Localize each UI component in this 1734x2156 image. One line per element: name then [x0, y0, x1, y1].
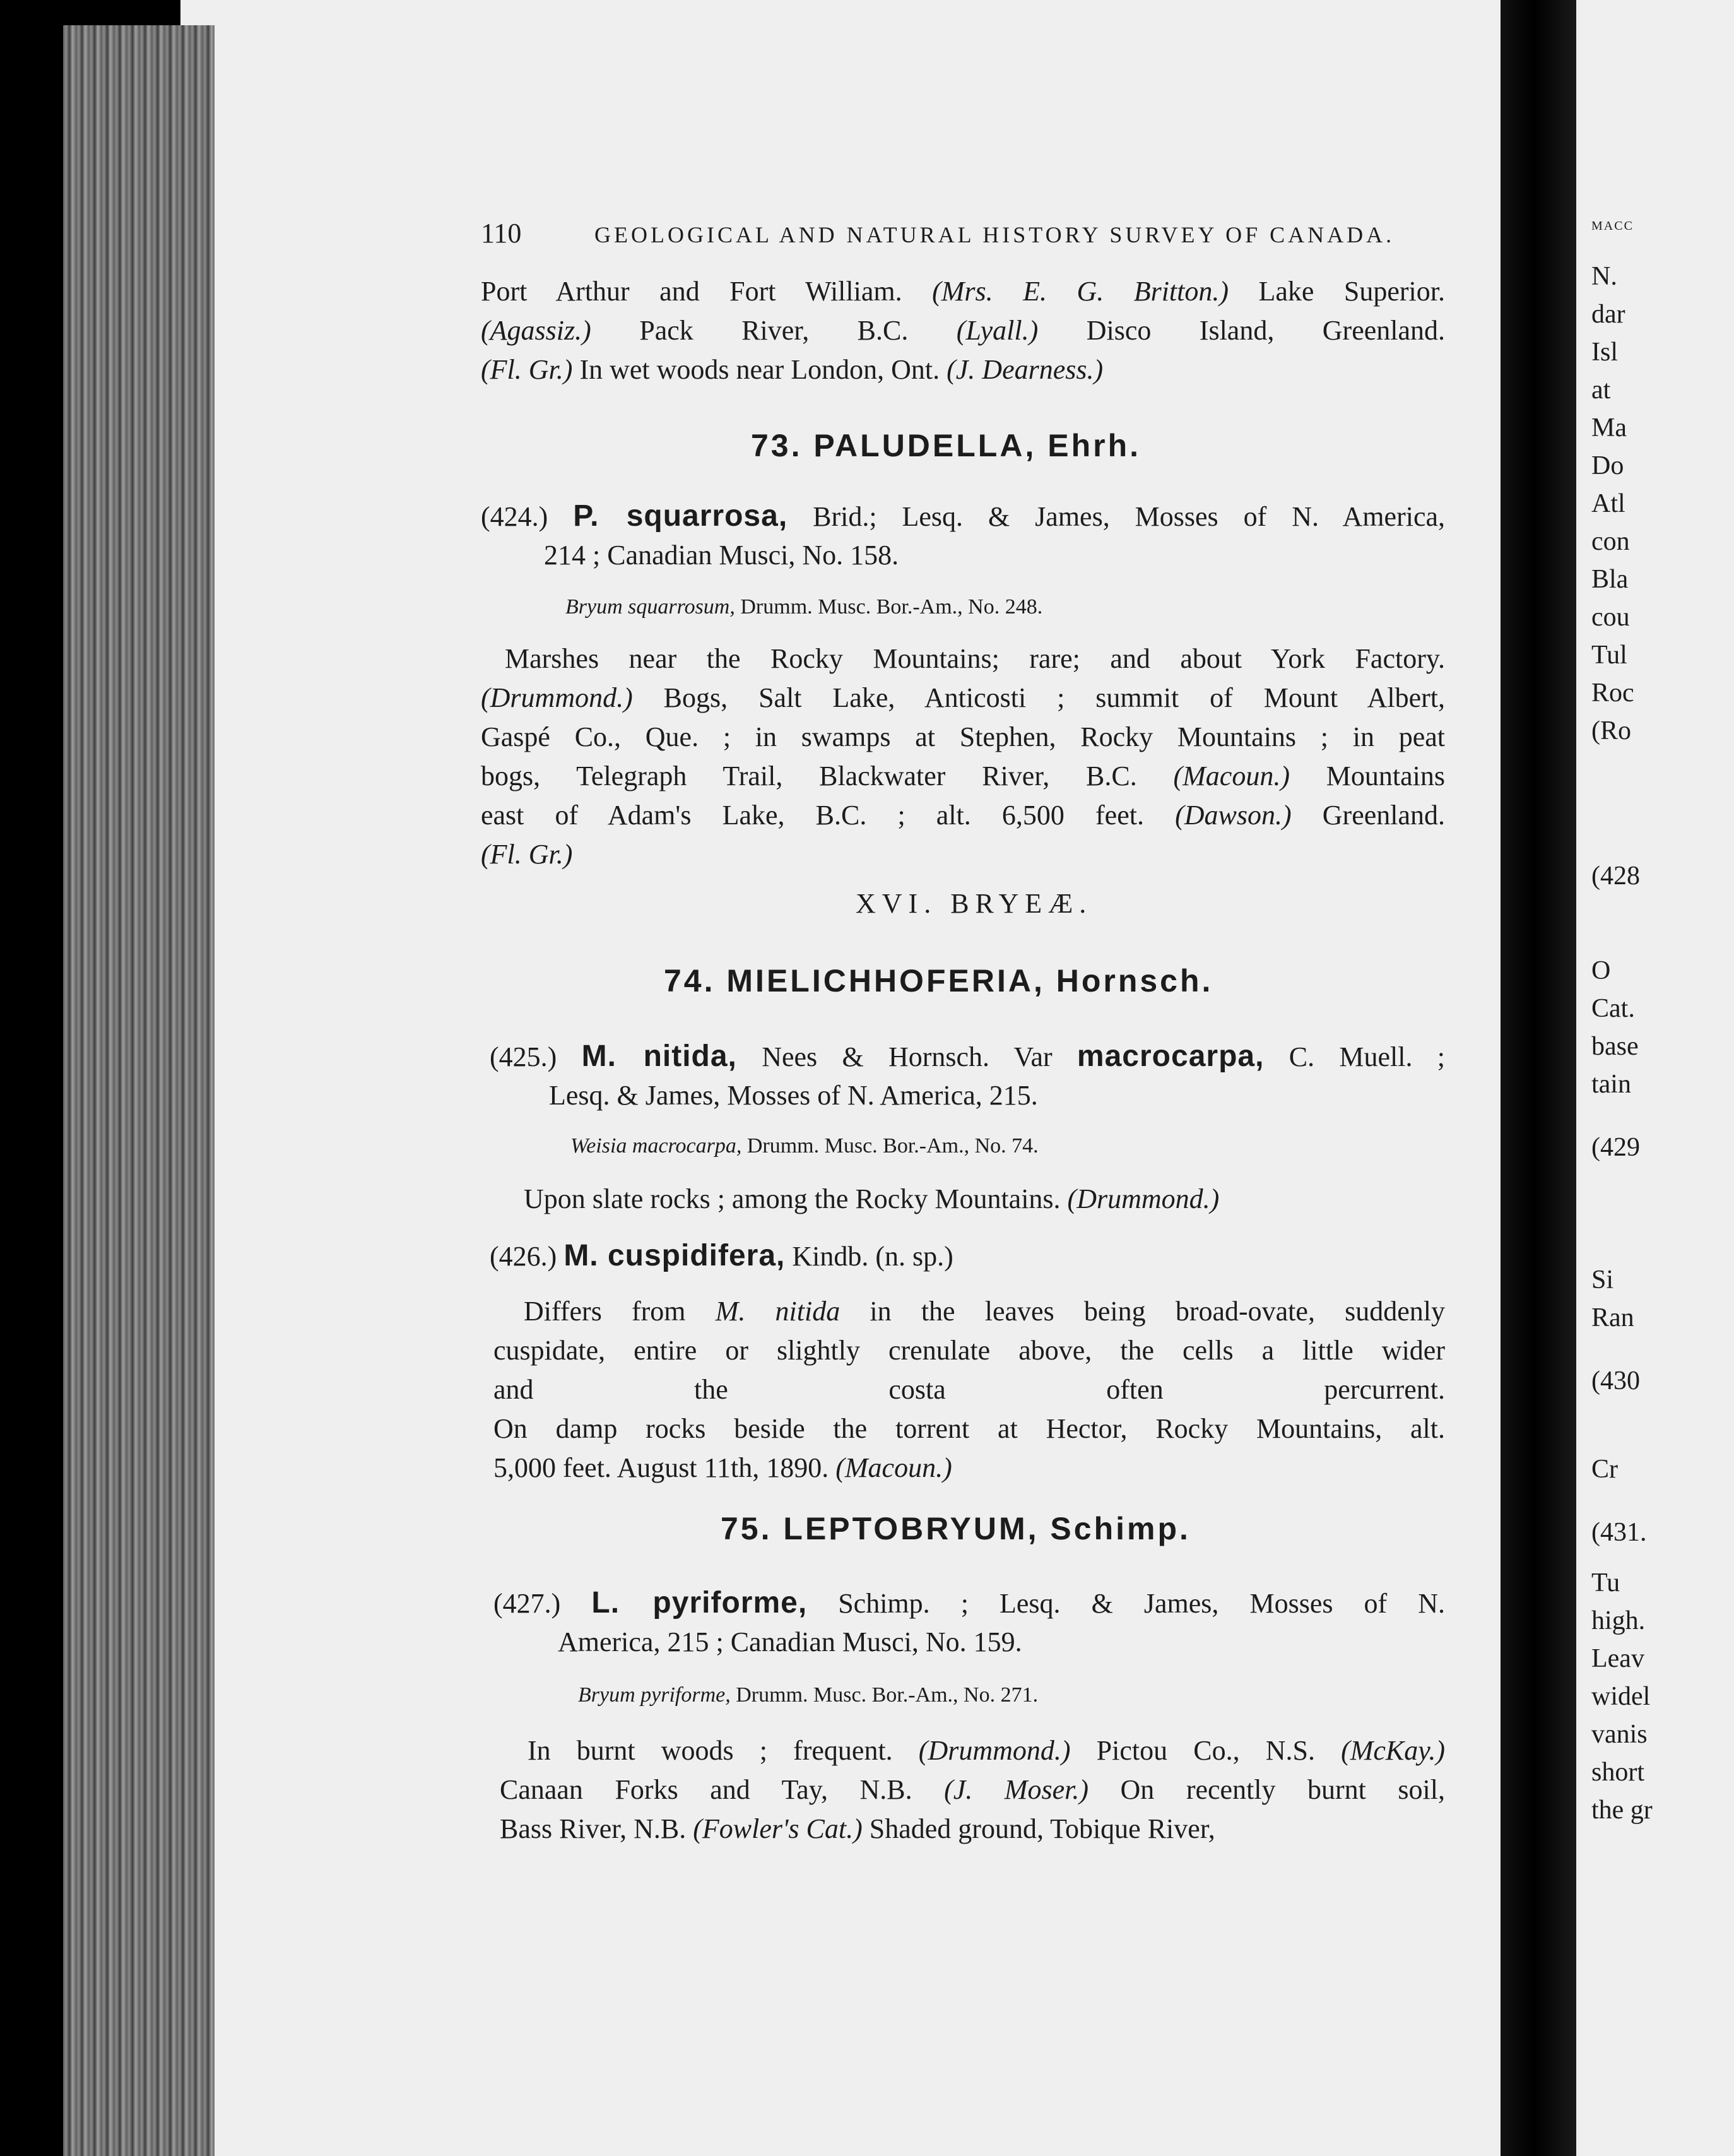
text-segment: (424.) [481, 501, 574, 532]
text-segment: Schimp. ; Lesq. & James, Mosses of N. [807, 1588, 1446, 1619]
text-segment: Upon slate rocks ; among the Rocky Mountains. [524, 1183, 1068, 1214]
text-line [481, 718, 1445, 756]
bold-name-segment: L. pyriforme, [591, 1586, 808, 1620]
text-line [544, 536, 899, 574]
text-segment: In wet woods near London, Ont. [572, 354, 947, 385]
text-line [493, 1584, 1445, 1623]
text-segment: (427.) [493, 1588, 592, 1619]
text-line [565, 588, 1042, 626]
text-segment: Bass River, N.B. [500, 1813, 693, 1844]
text-segment: bogs, Telegraph Trail, Blackwater River, B.C. [481, 761, 1174, 791]
text-segment: 214 ; Canadian Musci, No. 158. [544, 540, 899, 571]
text-segment: Differs from [524, 1296, 716, 1327]
text-line [524, 1180, 1219, 1218]
text-segment: Marshes near the Rocky Mountains; rare; and about York Factory. [505, 643, 1445, 674]
text-segment: Drumm. Musc. Bor.-Am., No. 74. [741, 1134, 1039, 1158]
text-segment: Lake Superior. [1229, 276, 1445, 307]
text-line [493, 1371, 1445, 1409]
text-segment: In burnt woods ; frequent. [528, 1735, 919, 1766]
right-page-fragment: N. [1591, 262, 1617, 291]
text-segment: Drumm. Musc. Bor.-Am., No. 271. [730, 1683, 1039, 1707]
right-page-fragment: Cat. [1591, 994, 1635, 1023]
text-segment: Port Arthur and Fort William. [481, 276, 933, 307]
text-line [500, 1810, 1215, 1848]
text-segment: Mountains [1289, 761, 1445, 791]
text-line [524, 1293, 1445, 1330]
text-segment: (425.) [490, 1041, 582, 1072]
right-page-fragment: con [1591, 527, 1630, 556]
italic-segment: M. nitida [715, 1296, 840, 1327]
text-line [481, 797, 1445, 834]
genus-heading-74: 74. MIELICHHOFERIA, Hornsch. [664, 963, 1213, 998]
italic-segment: (Drummond.) [918, 1735, 1071, 1766]
page-number: 110 [481, 218, 522, 249]
text-segment: and the costa often percurrent. [493, 1374, 1445, 1405]
text-segment: in the leaves being broad-ovate, suddenly [840, 1296, 1446, 1327]
right-page-fragment: base [1591, 1032, 1639, 1061]
right-page-fragment: Roc [1591, 678, 1634, 708]
text-segment: cuspidate, entire or slightly crenulate above, the cells a little wider [493, 1335, 1445, 1366]
right-page-fragment: dar [1591, 300, 1625, 329]
right-page-fragment: high. [1591, 1606, 1646, 1635]
italic-segment: Bryum pyriforme, [578, 1683, 731, 1707]
right-page-fragment: Bla [1591, 565, 1629, 594]
right-page-fragment: Ran [1591, 1303, 1634, 1332]
bold-name-segment: M. nitida, [581, 1040, 737, 1073]
right-page-fragment: (429 [1591, 1133, 1640, 1162]
right-page-fragment: cou [1591, 603, 1630, 632]
right-page-fragment: tain [1591, 1070, 1631, 1099]
text-line [493, 1410, 1445, 1448]
text-segment: Disco Island, Greenland. [1038, 315, 1446, 346]
text-line [481, 273, 1445, 311]
right-page-fragment: (431. [1591, 1518, 1647, 1547]
italic-segment: (Macoun.) [835, 1452, 952, 1483]
text-line [558, 1623, 1022, 1661]
text-segment: Drumm. Musc. Bor.-Am., No. 248. [734, 595, 1043, 619]
right-page-fragment: Cr [1591, 1455, 1618, 1484]
bold-name-segment: P. squarrosa, [573, 499, 788, 533]
text-line [500, 1771, 1445, 1809]
italic-segment: (Macoun.) [1173, 761, 1290, 791]
italic-segment: (Drummond.) [481, 682, 633, 713]
text-line [481, 757, 1445, 795]
italic-segment: (Lyall.) [956, 315, 1039, 346]
running-title: GEOLOGICAL AND NATURAL HISTORY SURVEY OF CANADA. [594, 222, 1395, 247]
text-segment: Brid.; Lesq. & James, Mosses of N. America, [787, 501, 1445, 532]
right-page-fragment: (Ro [1591, 716, 1631, 745]
right-page-fragment: at [1591, 376, 1611, 405]
text-line [493, 1332, 1445, 1370]
right-page-fragment: Tu [1591, 1568, 1620, 1597]
text-segment: Pack River, B.C. [591, 315, 957, 346]
text-line [528, 1732, 1445, 1770]
italic-segment: Weisia macrocarpa, [570, 1134, 742, 1158]
text-line [481, 679, 1445, 717]
text-segment: Kindb. (n. sp.) [785, 1241, 953, 1272]
italic-segment: (Agassiz.) [481, 315, 591, 346]
text-line [505, 640, 1445, 678]
text-segment: Lesq. & James, Mosses of N. America, 215. [549, 1080, 1038, 1111]
right-page-fragment: short [1591, 1758, 1644, 1787]
italic-segment: (Fowler's Cat.) [693, 1813, 863, 1844]
text-segment: Bogs, Salt Lake, Anticosti ; summit of Mount Albert, [632, 682, 1445, 713]
text-segment: C. Muell. ; [1264, 1041, 1445, 1072]
right-page-fragment: Ma [1591, 413, 1627, 442]
text-line [490, 1237, 953, 1276]
text-segment: Gaspé Co., Que. ; in swamps at Stephen, Rocky Mountains ; in peat [481, 721, 1445, 752]
text-segment: Pictou Co., N.S. [1070, 1735, 1342, 1766]
text-line [481, 351, 1103, 389]
italic-segment: (McKay.) [1341, 1735, 1445, 1766]
italic-segment: (Mrs. E. G. Britton.) [932, 276, 1229, 307]
text-segment: Greenland. [1291, 800, 1446, 831]
text-line [490, 1038, 1445, 1076]
text-segment: Canaan Forks and Tay, N.B. [500, 1774, 945, 1805]
italic-segment: (Drummond.) [1067, 1183, 1220, 1214]
right-page-fragment: the gr [1591, 1796, 1653, 1825]
text-segment: 5,000 feet. August 11th, 1890. [493, 1452, 836, 1483]
right-page-fragment: (430 [1591, 1366, 1640, 1395]
text-line [493, 1449, 952, 1487]
bold-name-segment: macrocarpa, [1076, 1040, 1265, 1073]
right-page-fragment: Isl [1591, 338, 1618, 367]
right-page-fragment: vanis [1591, 1720, 1648, 1749]
right-page-fragment: Do [1591, 451, 1624, 480]
page-edge-shadow [63, 25, 215, 2156]
italic-segment: (J. Moser.) [944, 1774, 1089, 1805]
text-line [578, 1676, 1038, 1714]
right-page-header: MACC [1591, 219, 1634, 233]
text-segment: On damp rocks beside the torrent at Hector, Rocky Mountains, alt. [493, 1413, 1445, 1444]
right-page-fragment: (428 [1591, 862, 1640, 891]
italic-segment: (Fl. Gr.) [481, 839, 573, 870]
right-page-fragment: Atl [1591, 489, 1625, 518]
right-page-fragment: Tul [1591, 641, 1627, 670]
text-line [570, 1127, 1039, 1165]
tribe-heading: XVI. BRYEÆ. [856, 888, 1093, 919]
text-segment: Shaded ground, Tobique River, [862, 1813, 1215, 1844]
text-segment: Nees & Hornsch. Var [736, 1041, 1077, 1072]
right-page-fragment: O [1591, 956, 1611, 985]
right-page-fragment: widel [1591, 1682, 1651, 1711]
right-page-fragment: Leav [1591, 1644, 1644, 1673]
italic-segment: (J. Dearness.) [947, 354, 1104, 385]
bold-name-segment: M. cuspidifera, [563, 1239, 786, 1272]
text-line [481, 836, 572, 874]
italic-segment: (Dawson.) [1175, 800, 1292, 831]
italic-segment: (Fl. Gr.) [481, 354, 573, 385]
text-segment: east of Adam's Lake, B.C. ; alt. 6,500 feet. [481, 800, 1176, 831]
text-segment: America, 215 ; Canadian Musci, No. 159. [558, 1626, 1022, 1657]
text-segment: On recently burnt soil, [1088, 1774, 1445, 1805]
text-line [549, 1077, 1038, 1115]
text-line [481, 312, 1445, 350]
right-page-fragment: Si [1591, 1265, 1614, 1294]
genus-heading-75: 75. LEPTOBRYUM, Schimp. [721, 1511, 1191, 1546]
italic-segment: Bryum squarrosum, [565, 595, 735, 619]
text-segment: (426.) [490, 1241, 564, 1272]
genus-heading-73: 73. PALUDELLA, Ehrh. [751, 428, 1141, 463]
book-gutter [1501, 0, 1576, 2156]
text-line [481, 497, 1445, 536]
